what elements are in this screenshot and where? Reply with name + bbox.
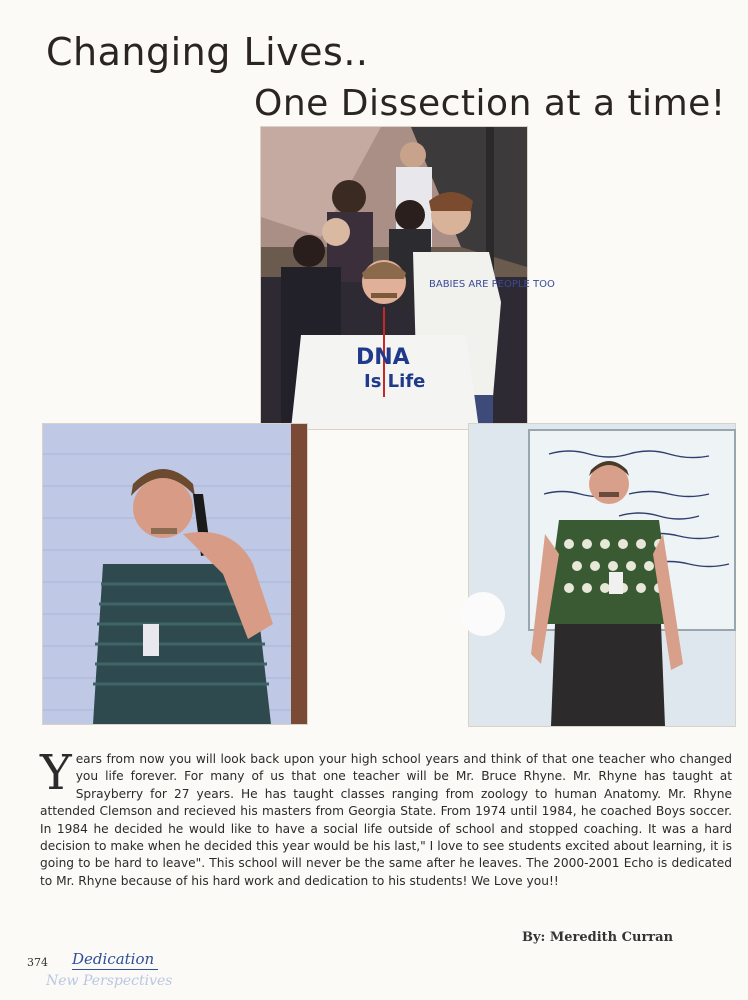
shirt-text-dna: DNA — [356, 345, 410, 370]
byline: By: Meredith Curran — [522, 930, 674, 945]
title-line-1: Changing Lives.. — [46, 30, 369, 74]
article-body: ears from now you will look back upon your high school years and think of that one teacher who changed you life forever. For many of us that one teacher will be Mr. Bruce Rhyne. Mr. Rhyne has taught at Sprayberry for 27 years. He has taught classes ranging from zoology to human Anatomy. Mr. Rhyne attended Clemson and recieved his masters from Georgia State. From 1974 until 1984, he coached Boys soccer. In 1984 he decided he would like to have a social life outside of school and stopped coaching. It was a hard decision to make when he decided this year would be his last," I love to see students excited about learning, it is going to be hard to leave". This school will never be the same after he leaves. The 2000-2001 Echo is dedicated to Mr. Rhyne because of his hard work and dedication to his students! We Love you!! — [40, 752, 732, 888]
whiteboard-photo — [469, 424, 735, 726]
dedication-article — [40, 745, 732, 890]
drop-cap: Y — [40, 745, 72, 801]
title-line-2: One Dissection at a time! — [254, 83, 726, 124]
group-photo — [261, 127, 555, 429]
subsection-label: New Perspectives — [46, 973, 173, 989]
page-number: 374 — [27, 956, 48, 969]
phone-photo — [43, 424, 307, 724]
shirt-text-is-life: Is Life — [364, 371, 426, 392]
shirt-text-babies: BABIES ARE PEOPLE TOO — [429, 279, 555, 290]
section-label: Dedication — [72, 950, 158, 970]
